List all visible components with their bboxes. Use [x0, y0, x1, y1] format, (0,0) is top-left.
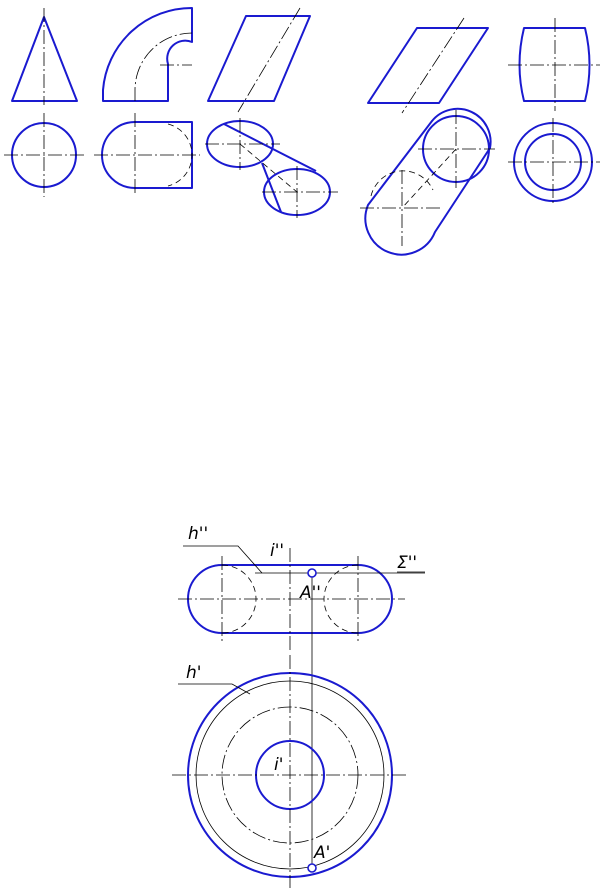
- oblique-cylinder-top-view-b: [360, 109, 495, 255]
- label-sigma-double: Σ'': [397, 553, 418, 573]
- elbow-front-view: [103, 8, 192, 101]
- label-i-single: i': [274, 755, 284, 775]
- barrel-top-view: [508, 118, 600, 206]
- label-i-double: i'': [270, 541, 285, 561]
- oblique-cylinder-front-view-a: [208, 8, 310, 112]
- elbow-top-view: [94, 113, 200, 196]
- point-a-double: [308, 569, 316, 577]
- point-a-single: [308, 864, 316, 872]
- label-a-double: A'': [300, 583, 321, 603]
- oblique-cylinder-front-view-b: [368, 18, 488, 113]
- torus-top-view: [172, 655, 408, 888]
- cone-top-view: [4, 113, 86, 197]
- label-a-single: A': [314, 843, 331, 863]
- oblique-cylinder-top-view-a: [205, 118, 338, 218]
- barrel-front-view: [508, 18, 600, 111]
- label-h-single: h': [186, 663, 202, 683]
- label-h-double: h'': [188, 524, 209, 544]
- leader-h-double: [183, 546, 262, 573]
- cone-front-view: [12, 8, 77, 105]
